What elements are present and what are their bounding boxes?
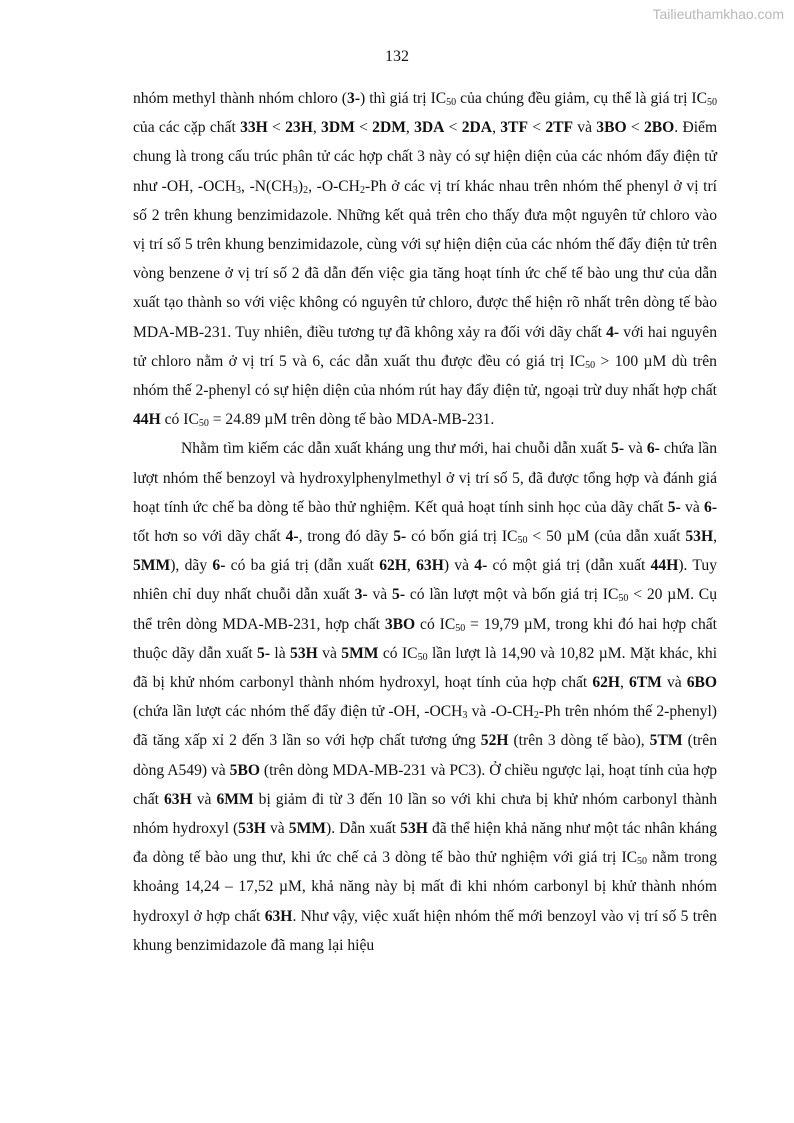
watermark: Tailieuthamkhao.com	[652, 6, 784, 22]
paragraph-1: nhóm methyl thành nhóm chloro (3-) thì giá trị $IC_{50}$ của chúng đều giảm, cụ thể là giá trị $IC_{50}$ của các cặp chất 33H < 23H, 3DM < 2DM, 3DA < 2DA, 3TF < 2TF và 3BO < 2BO. Điểm chung là trong cấu trúc phân tử các hợp chất 3 này có sự hiện diện của các nhóm đẩy điện tử như -OH, $-OCH_3$, $-N(CH_3)_2$, $-O-CH_2-Ph$ ở các vị trí khác nhau trên nhóm thế phenyl ở vị trí số 2 trên khung benzimidazole. Những kết quả trên cho thấy đưa một nguyên tử chloro vào vị trí số 5 trên khung benzimidazole, cùng với sự hiện diện của các nhóm thế đẩy điện tử trên vòng benzene ở vị trí số 2 đã dẫn đến việc gia tăng hoạt tính ức chế tế bào ung thư của dẫn xuất tạo thành so với việc không có nguyên tử chloro, được thể hiện rõ nhất trên dòng tế bào MDA-MB-231. Tuy nhiên, điều tương tự đã không xảy ra đối với dãy chất 4- với hai nguyên tử chloro nằm ở vị trí 5 và 6, các dẫn xuất thu được đều có giá trị $IC_{50} > 100$ µM dù trên nhóm thế 2-phenyl có sự hiện diện của nhóm rút hay đẩy điện tử, ngoại trừ duy nhất hợp chất 44H có $IC_{50} = 24.89$ µM trên dòng tế bào MDA-MB-231.	[133, 90, 718, 430]
body-text	[133, 84, 717, 960]
page-number: 132	[385, 48, 409, 65]
paragraph-2: Nhằm tìm kiếm các dẫn xuất kháng ung thư mới, hai chuỗi dẫn xuất 5- và 6- chứa lần lượt nhóm thế benzoyl và hydroxylphenylmethyl ở vị trí số 5, đã được tổng hợp và đánh giá hoạt tính ức chế ba dòng tế bào thử nghiệm. Kết quả hoạt tính sinh học của dãy chất 5- và 6- tốt hơn so với dãy chất 4-, trong đó dãy 5- có bốn giá trị $IC_{50} < 50$ µM (của dẫn xuất 53H, 5MM), dãy 6- có ba giá trị (dẫn xuất 62H, 63H) và 4- có một giá trị (dẫn xuất 44H). Tuy nhiên chỉ duy nhất chuỗi dẫn xuất 3- và 5- có lần lượt một và bốn giá trị $IC_{50} < 20$ µM. Cụ thể trên dòng MDA-MB-231, hợp chất 3BO có $IC_{50} = 19,79$ µM, trong khi đó hai hợp chất thuộc dãy dẫn xuất 5- là 53H và 5MM có $IC_{50}$ lần lượt là 14,90 và 10,82 µM. Mặt khác, khi đã bị khử nhóm carbonyl thành nhóm hydroxyl, hoạt tính của hợp chất 62H, 6TM và 6BO (chứa lần lượt các nhóm thế đẩy điện tử -OH, $-OCH_3$ và $-O-CH_2-Ph$ trên nhóm thế 2-phenyl) đã tăng xấp xỉ 2 đến 3 lần so với hợp chất tương ứng 52H (trên 3 dòng tế bào), 5TM (trên dòng A549) và 5BO (trên dòng MDA-MB-231 và PC3). Ở chiều ngược lại, hoạt tính của hợp chất 63H và 6MM bị giảm đi từ 3 đến 10 lần so với khi chưa bị khử nhóm carbonyl thành nhóm hydroxyl (53H và 5MM). Dẫn xuất 53H đã thể hiện khả năng như một tác nhân kháng đa dòng tế bào ung thư, khi ức chế cả 3 dòng tế bào thử nghiệm với giá trị $IC_{50}$ nằm trong khoảng 14,24 – 17,52 µM, khả năng này bị mất đi khi nhóm carbonyl bị khử thành nhóm hydroxyl ở hợp chất 63H. Như vậy, việc xuất hiện nhóm thế mới benzoyl vào vị trí số 5 trên khung benzimidazole đã mang lại hiệu	[133, 440, 718, 954]
